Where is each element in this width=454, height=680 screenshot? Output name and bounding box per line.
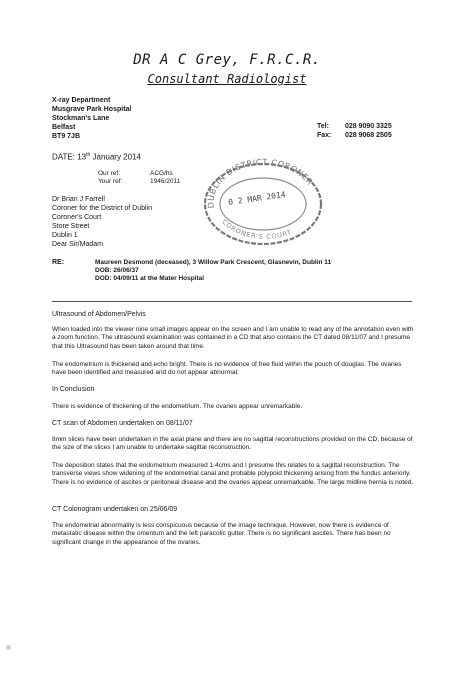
recipient-line: Coroner's Court xyxy=(52,214,102,221)
your-ref-label: Your ref: xyxy=(98,178,123,185)
your-ref-value: 1946/2011 xyxy=(150,178,181,185)
sender-address-line: Stockman's Lane xyxy=(52,115,110,122)
letterhead-title: Consultant Radiologist xyxy=(147,72,307,86)
stamp-date: 0 2 MAR 2014 xyxy=(227,190,287,207)
divider xyxy=(52,301,412,302)
re-subject: Maureen Desmond (deceased), 3 Willow Park Crescent, Glasnevin, Dublin 11 xyxy=(95,259,332,266)
recipient-line: Dr Brian J Farrell xyxy=(52,196,105,203)
re-dob: DOB: 26/06/37 xyxy=(95,267,139,274)
our-ref-label: Our ref: xyxy=(98,170,121,177)
re-dod: DOD: 04/09/11 at the Mater Hospital xyxy=(95,275,205,282)
paragraph: The deposition states that the endometrium measured 1.4cms and I presume this relates to a sagittal reconstruction. The transverse views show widening of the endometrial canal and probable polypoid thickening arising from the fundus anteriorly. There is no evidence of ascites or peritoneal disease and the ovaries appear unremarkable. The large midline hernia is noted. xyxy=(52,462,414,486)
stamp-bottom-text: CORONER'S COURT xyxy=(220,217,293,241)
sender-address-line: Musgrave Park Hospital xyxy=(52,106,132,113)
stamp-top-text: DUBLIN DISTRICT CORONER xyxy=(206,158,315,209)
salutation: Dear Sir/Madam xyxy=(52,241,103,248)
section-heading-ultrasound: Ultrasound of Abdomen/Pelvis xyxy=(52,311,146,318)
tel-number: 028 9090 3325 xyxy=(345,123,392,130)
tel-label: Tel: xyxy=(317,123,329,130)
fax-label: Fax: xyxy=(317,132,332,139)
fax-number: 028 9068 2505 xyxy=(345,132,392,139)
re-label: RE: xyxy=(52,259,65,266)
our-ref-value: ACG/hs xyxy=(150,170,173,177)
recipient-line: Store Street xyxy=(52,223,90,230)
sender-address-line: BT9 7JB xyxy=(52,133,81,140)
paragraph: The endometrium is thickened and echo bright. There is no evidence of free fluid within the pouch of douglas. The ovaries have been identified and measured and do not appear abnormal. xyxy=(52,361,402,377)
sender-address-line: X-ray Department xyxy=(52,97,111,104)
recipient-line: Coroner for the District of Dublin xyxy=(52,205,152,212)
sender-address-line: Belfast xyxy=(52,124,76,131)
recipient-line: Dublin 1 xyxy=(52,232,78,239)
paragraph: When loaded into the viewer nine small images appear on the screen and I am unable to read any of the annotation even with a zoom function. The ultrasound examination was contained in a CD that also contains the CT dated 08/11/07 and I presume that this Ultrasound has been taken around that time. xyxy=(52,326,414,350)
paragraph: 8mm slices have been undertaken in the axial plane and there are no sagittal reconstructions provided on the CD, because of the size of the slices I am unable to undertake sagittal reconstruction. xyxy=(52,436,413,452)
letterhead-name: DR A C Grey, F.R.C.R. xyxy=(133,52,321,68)
letter-date: DATE: 13th January 2014 xyxy=(52,152,141,162)
scan-speck xyxy=(6,645,11,650)
section-heading-colonogram: CT Colonogram undertaken on 25/06/09 xyxy=(52,506,178,513)
section-heading-conclusion: In Conclusion xyxy=(52,386,95,393)
section-heading-ct: CT scan of Abdomen undertaken on 08/11/07 xyxy=(52,420,193,427)
paragraph: The endometrial abnormality is less conspicuous because of the image technique. However, now there is evidence of metastatic disease within the omentum and the left paracolic gutter. There is no significant ascites. There has been no significant change in the appearance of the ovaries. xyxy=(52,522,391,546)
paragraph: There is evidence of thickening of the endometrium. The ovaries appear unremarkable. xyxy=(52,403,303,410)
